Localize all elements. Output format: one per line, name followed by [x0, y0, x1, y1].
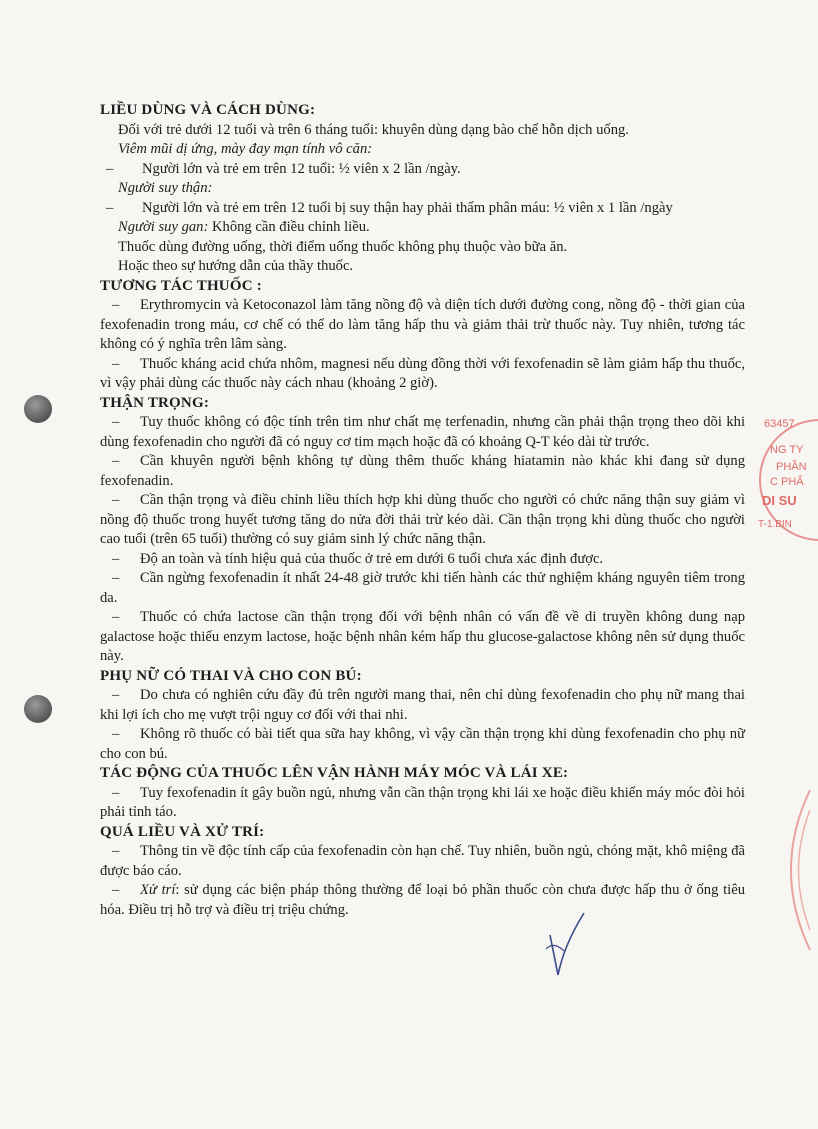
dash-bullet: –: [112, 550, 120, 567]
precaution-text: Tuy thuốc không có độc tính trên tim như chất mẹ terfenadin, nhưng cần phải thận trọng theo dõi khi dùng fexofenadin cho người đã có nguy cơ tim mạch hoặc đã có khoảng Q-T kéo dài từ trước.: [100, 414, 745, 450]
precaution-text: Thuốc có chứa lactose cần thận trọng đối với bệnh nhân có vấn đề về di truyền không dung nạp galactose hoặc thiếu enzym lactose, hoặc bệnh nhân kém hấp thu glucose-galactose không nên sử dụng thuốc này.: [100, 609, 745, 664]
dash-bullet: –: [106, 160, 114, 177]
dash-bullet: –: [112, 297, 120, 313]
dash-bullet: –: [112, 414, 120, 430]
list-item: [100, 550, 745, 570]
interaction-text: Erythromycin và Ketoconazol làm tăng nồng độ và diện tích dưới đường cong, nồng độ - thời gian của fexofenadin trong máu, cơ chế có thể do làm tăng hấp thu và giảm thải trừ thuốc này. Tuy nhiên, tương tác không có ý nghĩa trên lâm sàng.: [100, 297, 745, 352]
list-item: [100, 296, 745, 355]
dash-bullet: –: [112, 882, 120, 898]
dosage-hepatic-text: Không cần điều chỉnh liều.: [208, 219, 370, 235]
stamp-line: DI SU: [762, 493, 797, 508]
stamp-line: PHẦN: [776, 461, 807, 473]
list-item: [100, 725, 745, 764]
dosage-doctor: Hoặc theo sự hướng dẫn của thầy thuốc.: [118, 258, 354, 274]
list-item: [100, 842, 745, 881]
dash-bullet: –: [112, 687, 120, 703]
dosage-renal-dose: Người lớn và trẻ em trên 12 tuổi bị suy thận hay phải thẩm phân máu: ½ viên x 1 lần /ngày: [142, 199, 673, 216]
dash-bullet: –: [106, 199, 114, 216]
heading-interactions: TƯƠNG TÁC THUỐC :: [100, 277, 262, 294]
dash-bullet: –: [112, 609, 120, 625]
pregnancy-text: Do chưa có nghiên cứu đầy đủ trên người mang thai, nên chỉ dùng fexofenadin cho phụ nữ mang thai khi lợi ích cho mẹ vượt trội nguy cơ đối với thai nhi.: [100, 687, 745, 723]
dosage-hepatic: [100, 218, 745, 238]
dosage-renal-label: Người suy thận:: [118, 180, 213, 196]
dash-bullet: –: [112, 570, 120, 586]
dosage-children: Đối với trẻ dưới 12 tuổi và trên 6 tháng tuổi: khuyên dùng dạng bào chế hỗn dịch uống.: [118, 121, 629, 138]
precaution-text: Cần thận trọng và điều chỉnh liều thích hợp khi dùng thuốc cho người có chức năng thận suy giảm vì nồng độ thuốc trong huyết tương tăng do nửa đời thải trừ kéo dài. Cần thận trọng khi dùng thuốc cho người cao tuổi (trên 65 tuổi) thường có suy giảm sinh lý chức năng thận.: [100, 492, 745, 547]
document-body: [100, 101, 745, 920]
list-item: [100, 881, 745, 920]
list-item: [100, 160, 745, 180]
precaution-text: Cần khuyên người bệnh không tự dùng thêm thuốc kháng hiatamin nào khác khi đang sử dụng fexofenadin.: [100, 453, 745, 489]
punch-hole: [24, 695, 52, 723]
dosage-rhinitis-dose: Người lớn và trẻ em trên 12 tuổi: ½ viên x 2 lần /ngày.: [142, 160, 461, 177]
dash-bullet: –: [112, 453, 120, 469]
dosage-oral: Thuốc dùng đường uống, thời điểm uống thuốc không phụ thuộc vào bữa ăn.: [118, 238, 568, 255]
stamp-mark: [758, 405, 818, 555]
overdose-treatment-label: Xử trí: [140, 882, 176, 898]
overdose-treatment-text: : sử dụng các biện pháp thông thường để loại bỏ phần thuốc còn chưa được hấp thu ở ống tiêu hóa. Điều trị hỗ trợ và điều trị triệu chứng.: [100, 882, 745, 918]
overdose-info: Thông tin về độc tính cấp của fexofenadin còn hạn chế. Tuy nhiên, buồn ngủ, chóng mặt, khô miệng đã được báo cáo.: [100, 843, 745, 879]
dash-bullet: –: [112, 784, 120, 801]
list-item: [100, 491, 745, 550]
precaution-text: Cần ngừng fexofenadin ít nhất 24-48 giờ trước khi tiến hành các thử nghiệm kháng nguyên tiêm trong da.: [100, 570, 745, 606]
heading-overdose: QUÁ LIỀU VÀ XỬ TRÍ:: [100, 823, 265, 840]
stamp-mark-lower: [762, 790, 812, 950]
dash-bullet: –: [112, 726, 120, 742]
list-item: [100, 452, 745, 491]
list-item: [100, 199, 745, 219]
interaction-text: Thuốc kháng acid chứa nhôm, magnesi nếu dùng đồng thời với fexofenadin sẽ làm giảm hấp thu thuốc, vì vậy phải dùng các thuốc này cách nhau (khoảng 2 giờ).: [100, 355, 745, 391]
stamp-line: T-1.BIN: [758, 519, 792, 530]
heading-precautions: THẬN TRỌNG:: [100, 394, 210, 411]
stamp-line: NG TY: [770, 444, 804, 456]
list-item: [100, 686, 745, 725]
stamp-line: 63457: [764, 418, 795, 430]
heading-pregnancy: PHỤ NỮ CÓ THAI VÀ CHO CON BÚ:: [100, 667, 362, 684]
heading-machinery: TÁC ĐỘNG CỦA THUỐC LÊN VẬN HÀNH MÁY MÓC VÀ LÁI XE:: [100, 765, 569, 781]
dosage-rhinitis-label: Viêm mũi dị ứng, mày đay mạn tính vô căn:: [118, 141, 373, 157]
pregnancy-text: Không rõ thuốc có bài tiết qua sữa hay không, vì vậy cần thận trọng khi dùng fexofenadin cho phụ nữ cho con bú.: [100, 726, 745, 762]
stamp-line: C PHẨ: [770, 476, 804, 488]
dash-bullet: –: [112, 843, 120, 859]
dosage-hepatic-label: Người suy gan:: [118, 219, 209, 235]
dash-bullet: –: [112, 492, 120, 508]
precaution-text: Độ an toàn và tính hiệu quả của thuốc ở trẻ em dưới 6 tuổi chưa xác định được.: [140, 550, 604, 567]
list-item: [100, 413, 745, 452]
machinery-text: Tuy fexofenadin ít gây buồn ngủ, nhưng vẫn cần thận trọng khi lái xe hoặc điều khiển máy móc đòi hỏi phải tỉnh táo.: [100, 784, 745, 820]
dash-bullet: –: [112, 355, 120, 372]
list-item: [100, 355, 745, 394]
list-item: [100, 608, 745, 667]
heading-dosage: LIỀU DÙNG VÀ CÁCH DÙNG:: [100, 102, 316, 118]
list-item: [100, 569, 745, 608]
list-item: [100, 784, 745, 823]
punch-hole: [24, 395, 52, 423]
